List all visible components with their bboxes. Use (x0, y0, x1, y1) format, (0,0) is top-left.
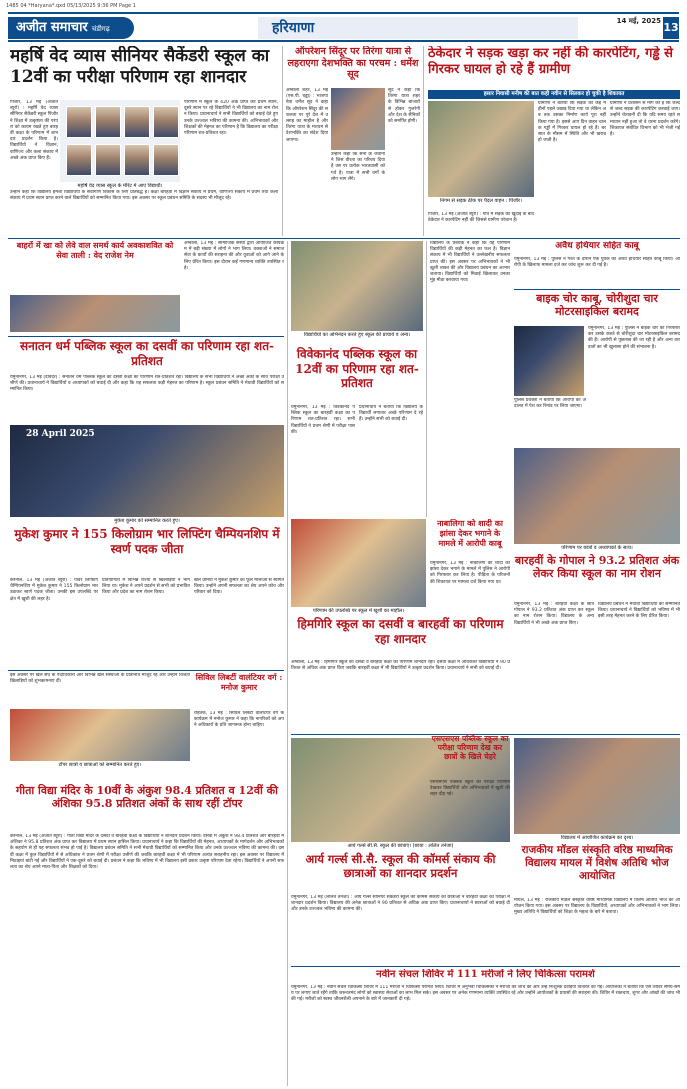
newspaper-logo: अजीत समाचार चंडीगढ़ (8, 17, 134, 39)
print-slug: 1485 04 *Haryana*.qxd 05/13/2025 9:36 PM Page 1 (6, 3, 136, 9)
page-number: 13 (663, 17, 679, 39)
masthead (8, 12, 679, 42)
photo-accused-a8 (514, 326, 584, 396)
caption-a1: महर्षि वेद व्यास स्कूल के मेरिट में आए विद्यार्थी। (60, 183, 180, 190)
photo-model-school (514, 738, 680, 834)
body-a1-col2: परिणाम में स्कूल के 420 अंक प्राप्त कर प्रथम स्थान, दूसरे स्थान पर रहे विद्यार्थियों ने भी विद्यालय का नाम रोशन किया। प्रधानाचार्य ने सभी विद्यार्थियों को बधाई देते हुए उनके उज्ज्वल भविष्य की कामना की। अभिभावकों और शिक्षकों की मेहनत का परिणाम है कि विद्यालय का परीक्षा परिणाम शत-प्रतिशत रहा। (184, 100, 278, 137)
body-a6-col2: प्रधानाचार्य ने बताया कि विद्यालय के विद्यार्थी लगातार अच्छे परिणाम दे रहे हैं। उन्होंने सभी को बधाई दी। (359, 405, 423, 423)
photo-school-a12 (514, 448, 680, 544)
body-a5: यमुनानगर, 13 मई (दविंदर) : सनातन धर्म पब्लिक स्कूल का दसवीं कक्षा का परिणाम शत-प्रतिशत रहा। विद्यालय के सभी विद्यार्थियों ने अच्छे अंकों के साथ परीक्षा उत्तीर्ण की। प्रधानाचार्य ने विद्यार्थियों व अध्यापकों को बधाई दी और कहा कि यह सफलता कड़ी मेहनत का परिणाम है। स्कूल प्रबंधन समिति ने मेधावी विद्यार्थियों को सम्मानित किया। (10, 375, 284, 393)
headline-a3: ठेकेदार ने सड़क खड़ा कर नहीं की कारपेटिंग, गड्ढे से गिरकर घायल हो रहे हैं ग्रामीण (428, 46, 673, 77)
issue-date: 14 मई, 2025 (616, 17, 661, 25)
body-a17: मायल, 13 मई : राजकीय मॉडल संस्कृति वरिष्ठ माध्यमिक विद्यालय में विशेष अतिथि भोज का आयोजन किया गया। इस अवसर पर विद्यालय के विद्यार्थियों, अध्यापकों और अभिभावकों ने भाग लिया। मुख्य अतिथि ने विद्यार्थियों को शिक्षा के महत्व के बारे में बताया। (514, 898, 680, 916)
photo-event-a4 (10, 295, 180, 332)
caption-a3: निगम से सड़क ठीक पर पैदल वाहन : पिंजौर। (428, 198, 534, 210)
body-a4: अम्बाला, 13 मई : सामाजिक संस्था द्वारा आयोजित कार्यक्रम में बड़ी संख्या में लोगों ने भाग लिया। वक्ताओं ने समाज सेवा के कार्यों की सराहना की और युवाओं को आगे आने के लिए प्रेरित किया। इस दौरान कई गणमान्य व्यक्ति उपस्थित रहे। (184, 241, 284, 271)
photo-damaged-road (428, 101, 534, 197)
headline-a17: राजकीय मॉडल संस्कृति वरिष्ठ माध्यमिक विद्यालय मायल में विशेष अतिथि भोज आयोजित (521, 844, 673, 882)
headline-a16: एसएसएस पब्लिक स्कूल का परीक्षा परिणाम देख कर छात्रों के खिले चेहरे (431, 734, 509, 762)
headline-a8: बाइक चोर काबू, चोरीशुदा चार मोटरसाइकिल बरामद (536, 292, 658, 319)
caption-a14: आर्य गर्ल्स सी.सै. स्कूल की छात्राएं। (छाया : ललित तनेजा) (291, 843, 510, 850)
caption-a17: विद्यालय में आयोजित कार्यक्रम का दृश्य। (514, 835, 680, 842)
kicker-a3: हसार निवासी मनीष की बात कही नवीन से सिलकर हो चुकी है शिकायत (428, 90, 680, 99)
body-a16: एसएसएस पब्लिक स्कूल का परीक्षा परिणाम देखकर विद्यार्थियों और अभिभावकों में खुशी की लहर दौड़ गई। (430, 780, 510, 798)
body-a12-col1: यमुनानगर, 13 मई : बारहवीं कक्षा के छात्र गोपाल ने 93.2 प्रतिशत अंक प्राप्त कर स्कूल का नाम रोशन किया। विद्यालय के अन्य विद्यार्थियों ने भी अच्छे अंक प्राप्त किए। (514, 602, 594, 626)
body-a3-col1: पिंजौर, 13 मई (अजीत ब्यूरो) : गांव में सड़क की खुदाई के बाद ठेकेदार ने कारपेटिंग नहीं की जिससे ग्रामीण परेशान हैं। (428, 212, 534, 224)
toppers-photo-grid (60, 100, 180, 182)
body-a6-col3: विद्यालय के प्रबंधक ने कहा कि यह परिणाम विद्यार्थियों की कड़ी मेहनत का फल है। विज्ञान संकाय में भी विद्यार्थियों ने उल्लेखनीय सफलता प्राप्त की। इस अवसर पर अभिभावकों ने भी खुशी व्यक्त की और विद्यालय प्रबंधन का आभार जताया। विद्यार्थियों को मिठाई खिलाकर उनका मुंह मीठा करवाया गया। (430, 241, 510, 284)
body-a10-col2: प्रतियोगिता में विभिन्न राज्यों से खिलाड़ियों ने भाग लिया था। मुकेश ने अपने प्रदर्शन से सभी को प्रभावित किया और प्रदेश का नाम रोशन किया। (102, 578, 190, 596)
headline-a1: महर्षि वेद व्यास सीनियर सैकेंडरी स्कूल का 12वीं का परीक्षा परिणाम रहा शानदार (10, 46, 270, 87)
photo-vivekanand-students (291, 241, 423, 331)
body-a3-col3: ग्रामीणों ने प्रशासन से मांग की है कि जल्द से जल्द सड़क की कारपेटिंग करवाई जाए। उन्होंने चेतावनी दी कि यदि समय रहते समाधान नहीं हुआ तो वे धरना प्रदर्शन करेंगे। शिकायत संबंधित विभाग को भी भेजी गई है। (610, 101, 680, 138)
body-a18: यमुनानगर, 13 मई : नवीन संचल चिकित्सा शिविर में 111 मरीजों ने चिकित्सा परामर्श लिया। शिविर में अनुभवी चिकित्सकों ने मरीजों की जांच की और उन्हें निःशुल्क दवाइयां वितरित की गईं। आयोजकों ने बताया कि ऐसे शिविर समय-समय पर लगाए जाते रहेंगे ताकि जरूरतमंद लोगों को स्वास्थ्य सेवाओं का लाभ मिल सके। इस अवसर पर अनेक गणमान्य व्यक्ति उपस्थित रहे और उन्होंने आयोजकों के प्रयासों की सराहना की। शिविर में रक्तचाप, शुगर और आंखों की जांच भी की गई। मरीजों को स्वस्थ जीवनशैली अपनाने के बारे में जानकारी दी गई। (291, 985, 680, 1003)
photo-dharmesh-sood (331, 88, 385, 150)
body-a15: करनाल, 13 मई (अजीत ब्यूरो) : गीता विद्या मंदिर के दसवीं व बारहवीं कक्षा के विद्यार्थियों ने शानदार प्रदर्शन किया। दसवीं में अंकुश ने 98.4 प्रतिशत और बारहवीं में अंशिका ने 95.8 प्रतिशत अंक प्राप्त कर विद्यालय में प्रथम स्थान हासिल किया। प्रधानाचार्य ने कहा कि विद्यार्थियों की मेहनत, अध्यापकों के मार्गदर्शन और अभिभावकों के सहयोग से ही यह सफलता संभव हो पाई है। विद्यालय प्रबंधन समिति ने सभी मेधावी विद्यार्थियों को सम्मानित किया और उनके उज्ज्वल भविष्य की कामना की। दसवीं कक्षा में कुल विद्यार्थियों में से अधिकांश ने प्रथम श्रेणी में परीक्षा उत्तीर्ण की जबकि बारहवीं कक्षा में भी परिणाम अत्यंत सराहनीय रहा। इस अवसर पर विद्यालय में मिठाइयां बांटी गईं और विद्यार्थियों ने एक-दूसरे को बधाई दी। प्रबंधन ने कहा कि भविष्य में भी विद्यालय इसी प्रकार उत्कृष्ट परिणाम देता रहेगा। विद्यार्थियों ने अपनी सफलता का श्रेय अपने माता-पिता और शिक्षकों को दिया। (10, 834, 284, 871)
headline-a7: अवैध हथियार सहित काबू (555, 241, 639, 251)
body-a2-col3: सूद ने कहा कि तिरंगा यात्रा शहर के विभिन्न बाजारों से होकर गुजरेगी और देश के सैनिकों को समर्पित होगी। (388, 88, 420, 125)
caption-a11: परिणाम की उपलब्धि पर स्कूल में खुशी का माहौल। (291, 608, 426, 615)
body-a8-col2: यमुनानगर, 13 मई : पुलिस ने बाइक चोर को गिरफ्तार कर उसके कब्जे से चोरीशुदा चार मोटरसाइकिल बरामद की हैं। आरोपी से पूछताछ की जा रही है और अन्य वारदातों का भी खुलासा होने की संभावना है। (588, 326, 680, 350)
headline-a5: सनातन धर्म पब्लिक स्कूल का दसवीं का परिणाम रहा शत-प्रतिशत (19, 339, 275, 368)
headline-a18: नवीन संचल शिविर में 111 मरीजों ने लिए चिकित्सा परामर्श (376, 969, 595, 980)
body-a6-col1: यमुनानगर, 13 मई : विवेकानंद पब्लिक स्कूल का बारहवीं कक्षा का परिणाम शत-प्रतिशत रहा। सभी विद्यार्थियों ने प्रथम श्रेणी में परीक्षा पास की। (291, 405, 355, 435)
headline-a9: नाबालिगा को शादी का झांसा देकर भगाने के मामले में आरोपी काबू (437, 519, 503, 548)
photo-felicitation-a10 (10, 425, 284, 517)
headline-a15: गीता विद्या मंदिर के 10वीं के अंकुश 98.4 प्रतिशत व 12वीं की अंशिका 95.8 प्रतिशत अंकों के साथ रहीं टॉपर (16, 784, 278, 811)
headline-a4: बाहरों में खा को लेवे वाल समर्थ कार्य अवकाशवित को सेवा ताली : वेद राजेश नेम (16, 241, 174, 260)
caption-a15: टॉपर छात्रों व छात्राओं को सम्मानित करते हुए। (10, 762, 190, 769)
body-a14: यमुनानगर, 13 मई (ललित तनेजा) : आर्य गर्ल्स सीनियर सैकेंडरी स्कूल की कॉमर्स संकाय की छात्राओं ने बारहवीं कक्षा की परीक्षा में शानदार प्रदर्शन किया। विद्यालय की अनेक छात्राओं ने 90 प्रतिशत से अधिक अंक प्राप्त किए। प्रधानाचार्या ने छात्राओं को बधाई दी और उनके उज्ज्वल भविष्य की कामना की। (291, 895, 510, 913)
body-a10-extra: इस अवसर पर खेल संघ के पदाधिकारी और विभिन्न खेल संस्थाओं के प्रतिनिधि मौजूद रहे और उन्होंने विजेता खिलाड़ियों को शुभकामनाएं दीं। (10, 673, 190, 685)
body-a7: यमुनानगर, 13 मई : पुलिस ने गश्त के दौरान एक युवक को अवैध हथियार सहित काबू किया। आरोपी के खिलाफ मामला दर्ज कर जांच शुरू कर दी गई है। (514, 257, 680, 269)
caption-a12: परिणाम पर छात्रों व अध्यापकों के साथ। (514, 545, 680, 552)
headline-a6: विवेकानंद पब्लिक स्कूल का 12वीं का परिणाम रहा शत-प्रतिशत (295, 347, 419, 391)
body-a12-col2: विद्यालय प्रबंधन ने मेधावी विद्यार्थियों को सम्मानित किया। प्रधानाचार्य ने विद्यार्थियों को भविष्य में भी इसी तरह मेहनत करने के लिए प्रेरित किया। (598, 602, 680, 620)
body-a1-col1: पिंजौर, 13 मई (अजीत ब्यूरो) : महर्षि वेद व्यास सीनियर सैकेंडरी स्कूल पिंजौर ने शिक्षा में उत्कृष्टता की परंपरा को कायम रखते हुए बारहवीं कक्षा के परिणाम में शानदार प्रदर्शन किया है। विद्यार्थियों ने विज्ञान, वाणिज्य और कला संकाय में अच्छे अंक प्राप्त किए हैं। (10, 100, 58, 161)
banner-text: 28 April 2025 (26, 429, 95, 439)
headline-a10: मुकेश कुमार ने 155 किलोग्राम भार लिफ्टिंग चैम्पियनशिप में स्वर्ण पदक जीता (14, 527, 280, 556)
headline-a13: सिविल लिबर्टी वालंटियर वर्ग : मनोज कुमार (195, 673, 283, 692)
body-a2-col1: अम्बाला शहर, 13 मई (एस.पी. चढ्ढा) : भाजपा नेता धर्मेश सूद ने कहा कि ऑपरेशन सिंदूर की सफलता पर पूरे देश में उत्साह का माहौल है और तिरंगा यात्रा के माध्यम से देशभक्ति का संदेश दिया जाएगा। (286, 88, 328, 143)
section-title: हरियाणा (258, 17, 578, 39)
headline-a2: ऑपरेशन सिंदूर पर तिरंगा यात्रा से लहराएगा देशभक्ति का परचम : धर्मेश सूद (287, 46, 419, 81)
photo-toppers-a15 (10, 709, 190, 761)
headline-a12: बारहवीं के गोपाल ने 93.2 प्रतिशत अंक लेकर किया स्कूल का नाम रोशन (514, 554, 680, 581)
body-a2-col2: उन्होंने कहा कि सेना के जवानों ने जिस वीरता का परिचय दिया है उस पर प्रत्येक भारतवासी को गर्व है। यात्रा में सभी वर्गों के लोग भाग लेंगे। (331, 152, 385, 182)
body-a10-col3: खेल प्रेमियों ने मुकेश कुमार का फूल मालाओं से स्वागत किया। उन्होंने अपनी सफलता का श्रेय अपने कोच और परिवार को दिया। (194, 578, 284, 596)
caption-a10: मुकेश कुमार को सम्मानित करते हुए। (10, 518, 284, 525)
body-a13: रोहतक, 13 मई : सिविल लिबर्टी वालंटियर वर्ग के कार्यक्रम में मनोज कुमार ने कहा कि नागरिकों को अपने अधिकारों के प्रति जागरूक होना चाहिए। (194, 711, 284, 729)
caption-a6: विद्यार्थियों का अभिनंदन करते हुए स्कूल की प्राचार्य व अन्य। (291, 332, 423, 345)
photo-himgiri-a11 (291, 519, 426, 607)
body-a10-col1: करनाल, 13 मई (अजीत ब्यूरो) : पावर लिफ्टिंग चैम्पियनशिप में मुकेश कुमार ने 155 किलोग्राम भार उठाकर स्वर्ण पदक जीता। उनकी इस उपलब्धि पर क्षेत्र में खुशी की लहर है। (10, 578, 98, 602)
body-a3-col2: ग्रामीणों ने बताया कि सड़क को कई महीनों पहले उखाड़ दिया गया था लेकिन अब तक उसका निर्माण कार्य पूरा नहीं किया गया है। इससे आए दिन वाहन चालक गड्ढों में गिरकर घायल हो रहे हैं। बरसात के मौसम में स्थिति और भी खराब हो जाती है। (538, 101, 606, 144)
body-a11: अम्बाला, 13 मई : हिमगिरि स्कूल का दसवीं व बारहवीं कक्षा का परिणाम शानदार रहा। दसवीं कक्षा में अधिकांश विद्यार्थियों ने 90 प्रतिशत से अधिक अंक प्राप्त किए जबकि बारहवीं कक्षा में भी विद्यार्थियों ने उत्कृष्ट प्रदर्शन किया। प्रधानाचार्य ने सभी को बधाई दी। (291, 660, 510, 672)
headline-a11: हिमगिरि स्कूल का दसवीं व बारहवीं का परिणाम रहा शानदार (297, 617, 504, 646)
body-a9: यमुनानगर, 13 मई : नाबालिगा को शादी का झांसा देकर भगाने के मामले में पुलिस ने आरोपी को गिरफ्तार कर लिया है। पीड़िता के परिजनों की शिकायत पर मामला दर्ज किया गया था। (430, 561, 510, 585)
headline-a14: आर्य गर्ल्स सी.सै. स्कूल की कॉमर्स संकाय की छात्राओं का शानदार प्रदर्शन (305, 852, 496, 881)
body-a1-bottom: उन्होंने कहा कि विद्यालय हमेशा विद्यार्थियों के सर्वांगीण विकास के लिए प्रतिबद्ध है। कक्षा बारहवीं में विज्ञान संकाय में प्रथम, वाणिज्य संकाय में प्रथम तथा कला संकाय में प्रथम स्थान प्राप्त करने वाले विद्यार्थियों को सम्मानित किया गया। इस अवसर पर स्कूल प्रबंधन समिति के सदस्य भी मौजूद रहे। (10, 190, 278, 202)
body-a8-col1: पुलिस प्रवक्ता ने बताया कि आरोपी को अदालत में पेश कर रिमांड पर लिया जाएगा। (514, 398, 586, 410)
